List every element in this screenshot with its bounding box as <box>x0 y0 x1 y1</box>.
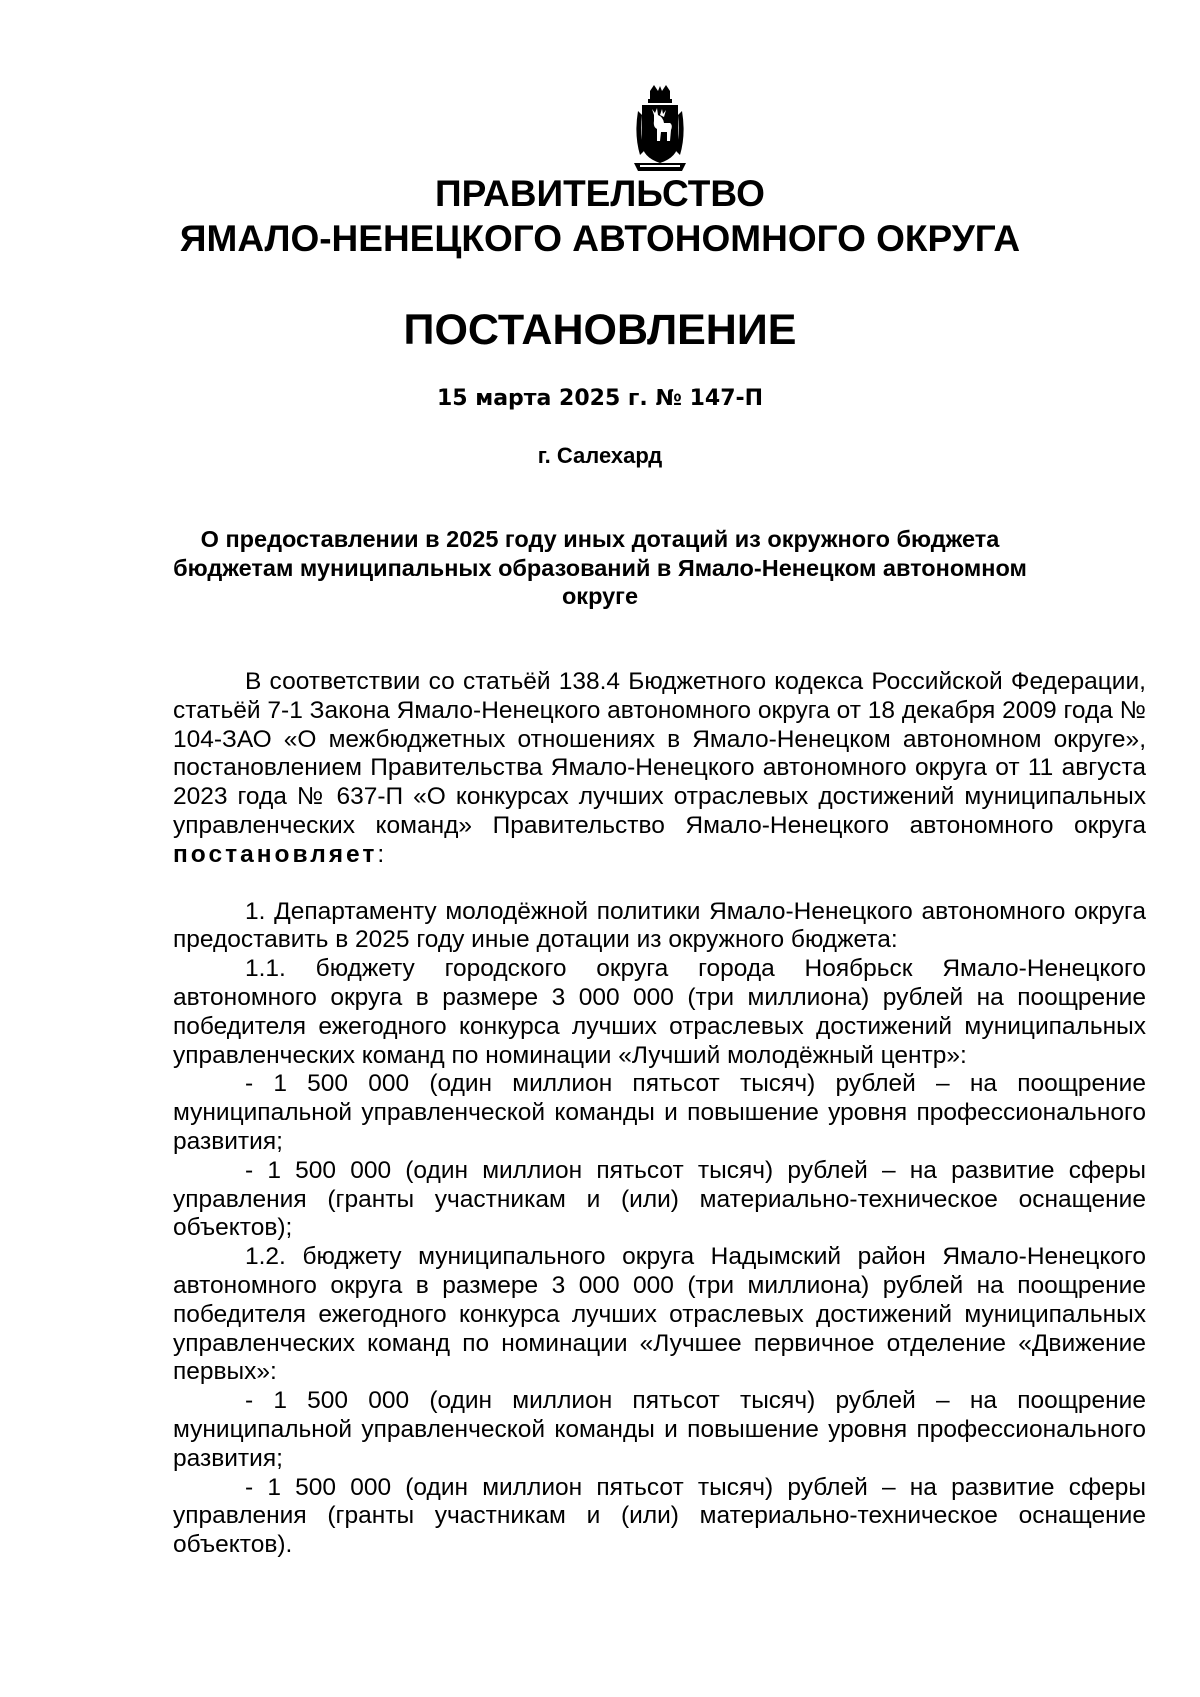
government-name-line2: ЯМАЛО-НЕНЕЦКОГО АВТОНОМНОГО ОКРУГА <box>179 218 1021 259</box>
paragraph-1-2-item-1: - 1 500 000 (один миллион пятьсот тысяч) рублей – на поощрение муниципальной управленческой команды и повышение уровня профессионального развития; <box>173 1387 1146 1472</box>
document-title: О предоставлении в 2025 году иных дотаций из окружного бюджета бюджетам муниципальных образований в Ямало-Ненецком автономном округе <box>173 526 1027 609</box>
paragraph-1: 1. Департаменту молодёжной политики Ямало-Ненецкого автономного округа предоставить в 2025 году иные дотации из окружного бюджета: <box>173 897 1146 954</box>
paragraph-1-2-item-2: - 1 500 000 (один миллион пятьсот тысяч) рублей – на развитие сферы управления (гранты участникам и (или) материально-техническое оснащение объектов). <box>173 1473 1146 1559</box>
document-date-number: 15 марта 2025 г. № 147-П <box>436 386 764 411</box>
preamble-end: : <box>377 840 385 868</box>
paragraph-1-1-item-1: - 1 500 000 (один миллион пятьсот тысяч) рублей – на поощрение муниципальной управленческой команды и повышение уровня профессионального развития; <box>173 1070 1146 1155</box>
document-type: ПОСТАНОВЛЕНИЕ <box>403 306 797 354</box>
paragraph-1-1-item-2: - 1 500 000 (один миллион пятьсот тысяч) рублей – на развитие сферы управления (гранты участникам и (или) материально-техническое оснащение объектов); <box>173 1156 1146 1242</box>
coat-of-arms-icon <box>630 85 690 175</box>
preamble-paragraph <box>173 668 1146 870</box>
paragraph-1-2: 1.2. бюджету муниципального округа Надымский район Ямало-Ненецкого автономного округа в размере 3 000 000 (три миллиона) рублей на поощрение победителя ежегодного конкурса лучших отраслевых достижений муниципальных управленческих команд по номинации «Лучшее первичное отделение «Движение первых»: <box>173 1243 1146 1386</box>
document-city: г. Салехард <box>537 443 663 468</box>
resolution-keyword: постановляет <box>173 840 378 868</box>
government-name-line1: ПРАВИТЕЛЬСТВО <box>435 173 765 214</box>
paragraph-1-1: 1.1. бюджету городского округа города Ноябрьск Ямало-Ненецкого автономного округа в размере 3 000 000 (три миллиона) рублей на поощрение победителя ежегодного конкурса лучших отраслевых достижений муниципальных управленческих команд по номинации «Лучший молодёжный центр»: <box>173 955 1146 1069</box>
preamble-text: В соответствии со статьёй 138.4 Бюджетного кодекса Российской Федерации, статьёй 7-1 Закона Ямало-Ненецкого автономного округа от 18 декабря 2009 года № 104-ЗАО «О межбюджетных отношениях в Ямало-Ненецком автономном округе», постановлением Правительства Ямало-Ненецкого автономного округа от 11 августа 2023 года № 637-П «О конкурсах лучших отраслевых достижений муниципальных управленческих команд» Правительство Ямало-Ненецкого автономного округа <box>173 668 1146 839</box>
document-body <box>173 668 1146 1560</box>
